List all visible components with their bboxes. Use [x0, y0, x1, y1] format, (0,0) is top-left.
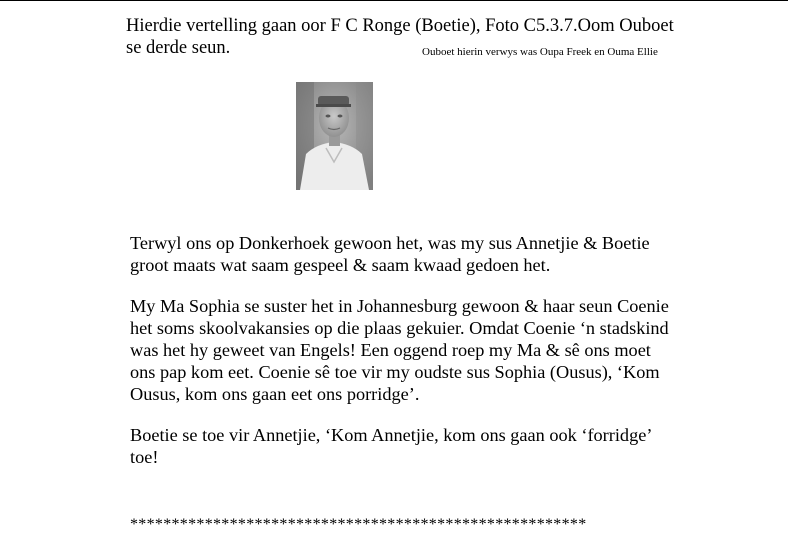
paragraph-line: My Ma Sophia se suster het in Johannesburg gewoon & haar seun Coenie [130, 296, 669, 316]
paragraph-line: Ousus, kom ons gaan eet ons porridge’. [130, 384, 420, 404]
paragraph-line: groot maats wat saam gespeel & saam kwaad gedoen het. [130, 255, 551, 275]
paragraph-line: ons pap kom eet. Coenie sê toe vir my oudste sus Sophia (Ousus), ‘Kom [130, 362, 660, 382]
paragraph-3 [130, 424, 710, 468]
paragraph-line: toe! [130, 447, 159, 467]
paragraph-line: het soms skoolvakansies op die plaas gekuier. Omdat Coenie ‘n stadskind [130, 318, 669, 338]
paragraph-line: Boetie se toe vir Annetjie, ‘Kom Annetjie, kom ons gaan ook ‘forridge’ [130, 425, 653, 445]
paragraph-line: was het hy geweet van Engels! Een oggend roep my Ma & sê ons moet [130, 340, 651, 360]
asterisk-divider: ******************************************************* [130, 516, 587, 533]
header-line-2 [126, 37, 686, 59]
header-line-2-text: se derde seun. [126, 38, 231, 58]
document-header [126, 15, 686, 59]
paragraph-1 [130, 232, 710, 276]
photo-caption: Ouboet hierin verwys was Oupa Freek en Ouma Ellie [422, 46, 658, 58]
paragraph-2 [130, 295, 710, 405]
story-body [130, 232, 710, 487]
portrait-photo-image [296, 82, 373, 190]
top-rule [0, 0, 788, 1]
header-line-1: Hierdie vertelling gaan oor F C Ronge (Boetie), Foto C5.3.7.Oom Ouboet [126, 16, 674, 36]
paragraph-line: Terwyl ons op Donkerhoek gewoon het, was my sus Annetjie & Boetie [130, 233, 650, 253]
portrait-photo [296, 82, 373, 190]
